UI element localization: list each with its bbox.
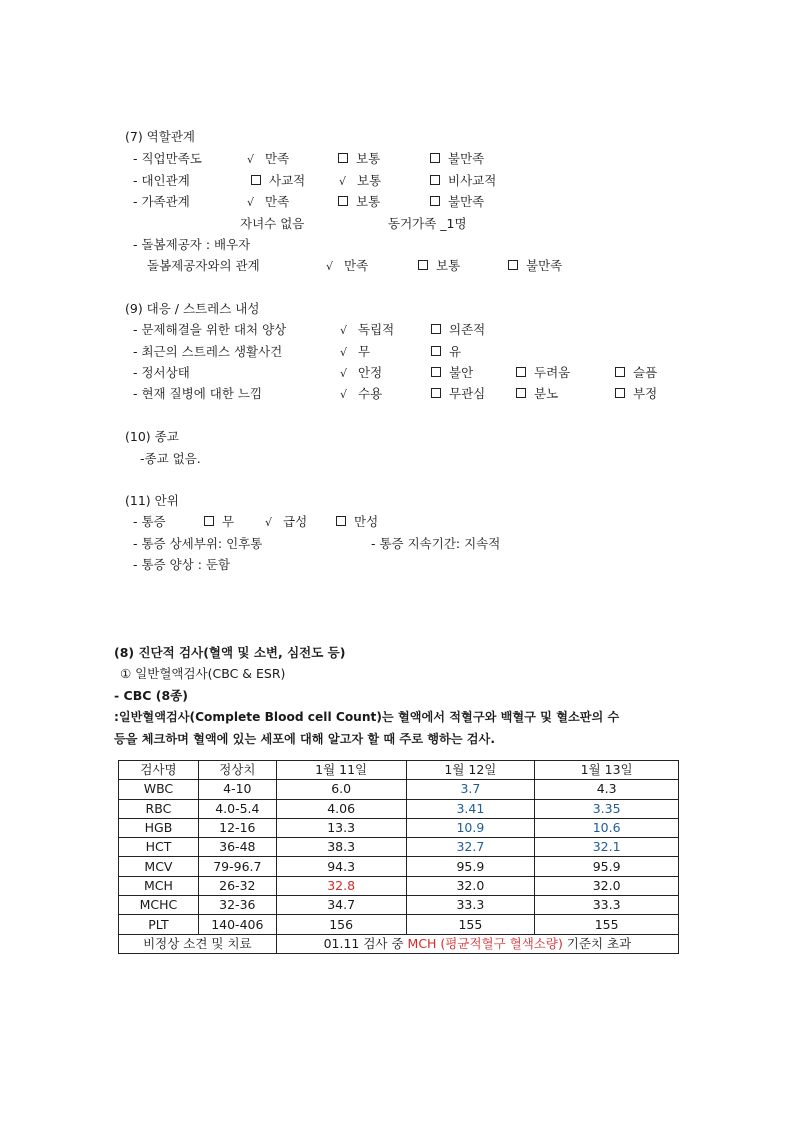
religion-heading: (10) 종교 xyxy=(125,429,179,444)
check-icon: √ xyxy=(326,260,334,273)
table-row xyxy=(119,818,679,837)
table-row xyxy=(119,915,679,934)
cohabiting-family: 동거가족 _1명 xyxy=(388,216,467,231)
normal-range-cell: 79-96.7 xyxy=(198,857,276,876)
value-cell: 33.3 xyxy=(535,896,679,915)
findings-prefix: 01.11 검사 중 xyxy=(323,935,408,951)
anxious-option[interactable]: 불안 xyxy=(429,365,473,381)
value-cell: 32.1 xyxy=(535,838,679,857)
value-cell: 4.3 xyxy=(535,780,679,799)
independent-option[interactable]: √ 독립적 xyxy=(340,322,395,337)
normal-range-cell: 36-48 xyxy=(198,838,276,857)
stress-none-option[interactable]: √ 무 xyxy=(340,344,371,359)
cbc-description-line1: :일반혈액검사(Complete Blood cell Count)는 혈액에서 적혈구와 백혈구 및 혈소판의 수 xyxy=(114,710,620,724)
cbc-table xyxy=(118,760,679,954)
table-row xyxy=(119,799,679,818)
normal-range-cell: 4.0-5.4 xyxy=(198,799,276,818)
illness-feeling-label: - 현재 질병에 대한 느낌 xyxy=(133,386,263,401)
diagnostic-heading: (8) 진단적 검사(혈액 및 소변, 심전도 등) xyxy=(114,645,346,660)
check-icon: √ xyxy=(247,196,255,209)
findings-highlight: MCH (평균적혈구 혈색소량) xyxy=(407,935,563,951)
value-cell: 10.6 xyxy=(535,818,679,837)
test-name-cell: MCH xyxy=(119,876,199,895)
value-cell: 4.06 xyxy=(276,799,406,818)
value-cell: 3.7 xyxy=(406,780,535,799)
value-cell: 3.35 xyxy=(535,799,679,818)
religion-text: -종교 없음. xyxy=(140,451,201,466)
checkbox-icon xyxy=(508,260,518,270)
pain-site: - 통증 상세부위: 인후통 xyxy=(133,536,263,551)
caregiver-satisfied-option[interactable]: √ 만족 xyxy=(326,258,369,273)
checkbox-icon xyxy=(336,516,346,526)
indifferent-option[interactable]: 무관심 xyxy=(429,386,485,402)
job-dissatisfied-option[interactable]: 불만족 xyxy=(428,151,484,167)
family-dissatisfied-option[interactable]: 불만족 xyxy=(428,194,484,210)
value-cell: 32.8 xyxy=(276,876,406,895)
children-count: 자녀수 없음 xyxy=(240,216,305,231)
anger-option[interactable]: 분노 xyxy=(514,386,558,402)
cbc-subheading: ① 일반혈액검사(CBC & ESR) xyxy=(120,666,286,681)
checkbox-icon xyxy=(338,196,348,206)
table-row xyxy=(119,780,679,799)
caregiver: - 돌봄제공자 : 배우자 xyxy=(133,237,251,252)
checkbox-icon xyxy=(516,367,526,377)
table-footer-row xyxy=(119,934,679,953)
pain-duration: - 통증 지속기간: 지속적 xyxy=(371,536,501,551)
denial-option[interactable]: 부정 xyxy=(613,386,657,402)
check-icon: √ xyxy=(340,346,348,359)
check-icon: √ xyxy=(340,324,348,337)
coping-strategy-label: - 문제해결을 위한 대처 양상 xyxy=(133,322,287,337)
stress-yes-option[interactable]: 유 xyxy=(429,344,461,360)
checkbox-icon xyxy=(516,388,526,398)
checkbox-icon xyxy=(431,367,441,377)
dependent-option[interactable]: 의존적 xyxy=(429,322,485,338)
pain-acute-option[interactable]: √ 급성 xyxy=(265,514,308,529)
stable-option[interactable]: √ 안정 xyxy=(340,365,383,380)
value-cell: 13.3 xyxy=(276,818,406,837)
checkbox-icon xyxy=(204,516,214,526)
emotional-state-label: - 정서상태 xyxy=(133,365,190,380)
value-cell: 156 xyxy=(276,915,406,934)
value-cell: 33.3 xyxy=(406,896,535,915)
abnormal-findings-text xyxy=(276,934,678,953)
sad-option[interactable]: 슬픔 xyxy=(613,365,657,381)
caregiver-relation-label: 돌봄제공자와의 관계 xyxy=(147,258,260,273)
recent-stress-label: - 최근의 스트레스 생활사건 xyxy=(133,344,283,359)
normal-range-cell: 26-32 xyxy=(198,876,276,895)
normal-range-cell: 32-36 xyxy=(198,896,276,915)
value-cell: 95.9 xyxy=(535,857,679,876)
test-name-cell: RBC xyxy=(119,799,199,818)
job-satisfaction-label: - 직업만족도 xyxy=(133,151,202,166)
pain-label: - 통증 xyxy=(133,514,166,529)
header-date: 1월 12일 xyxy=(406,761,535,780)
checkbox-icon xyxy=(615,388,625,398)
check-icon: √ xyxy=(339,175,347,188)
header-normal-range: 정상치 xyxy=(198,761,276,780)
check-icon: √ xyxy=(340,388,348,401)
normal-range-cell: 4-10 xyxy=(198,780,276,799)
test-name-cell: HCT xyxy=(119,838,199,857)
job-satisfied-option[interactable]: √ 만족 xyxy=(247,151,290,166)
header-date: 1월 13일 xyxy=(535,761,679,780)
normal-range-cell: 12-16 xyxy=(198,818,276,837)
coping-heading: (9) 대응 / 스트레스 내성 xyxy=(125,301,260,316)
check-icon: √ xyxy=(265,516,273,529)
checkbox-icon xyxy=(430,153,440,163)
value-cell: 155 xyxy=(535,915,679,934)
fearful-option[interactable]: 두려움 xyxy=(514,365,570,381)
value-cell: 95.9 xyxy=(406,857,535,876)
test-name-cell: MCHC xyxy=(119,896,199,915)
family-relation-label: - 가족관계 xyxy=(133,194,190,209)
check-icon: √ xyxy=(340,367,348,380)
checkbox-icon xyxy=(615,367,625,377)
header-date: 1월 11일 xyxy=(276,761,406,780)
value-cell: 32.0 xyxy=(406,876,535,895)
interpersonal-normal-option[interactable]: √ 보통 xyxy=(339,173,382,188)
pain-chronic-option[interactable]: 만성 xyxy=(334,514,378,530)
accept-option[interactable]: √ 수용 xyxy=(340,386,383,401)
test-name-cell: PLT xyxy=(119,915,199,934)
test-name-cell: WBC xyxy=(119,780,199,799)
pain-none-option[interactable]: 무 xyxy=(202,514,234,530)
findings-suffix: 기준치 초과 xyxy=(562,935,632,951)
cbc-title: - CBC (8종) xyxy=(114,688,188,703)
normal-range-cell: 140-406 xyxy=(198,915,276,934)
value-cell: 32.7 xyxy=(406,838,535,857)
role-heading: (7) 역할관계 xyxy=(125,129,195,144)
checkbox-icon xyxy=(431,346,441,356)
family-satisfied-option[interactable]: √ 만족 xyxy=(247,194,290,209)
table-header-row xyxy=(119,761,679,780)
table-row xyxy=(119,838,679,857)
value-cell: 38.3 xyxy=(276,838,406,857)
value-cell: 6.0 xyxy=(276,780,406,799)
table-row xyxy=(119,876,679,895)
checkbox-icon xyxy=(338,153,348,163)
checkbox-icon xyxy=(430,196,440,206)
unsociable-option[interactable]: 비사교적 xyxy=(428,173,496,189)
checkbox-icon xyxy=(430,175,440,185)
test-name-cell: MCV xyxy=(119,857,199,876)
cbc-description-line2: 등을 체크하며 혈액에 있는 세포에 대해 알고자 할 때 주로 행하는 검사. xyxy=(114,732,495,746)
check-icon: √ xyxy=(247,153,255,166)
pain-pattern: - 통증 양상 : 둔함 xyxy=(133,557,231,572)
value-cell: 94.3 xyxy=(276,857,406,876)
table-row xyxy=(119,857,679,876)
checkbox-icon xyxy=(431,388,441,398)
checkbox-icon xyxy=(251,175,261,185)
value-cell: 32.0 xyxy=(535,876,679,895)
job-normal-option[interactable]: 보통 xyxy=(336,151,380,167)
sociable-option[interactable]: 사교적 xyxy=(249,173,305,189)
checkbox-icon xyxy=(431,324,441,334)
table-row xyxy=(119,896,679,915)
value-cell: 3.41 xyxy=(406,799,535,818)
test-name-cell: HGB xyxy=(119,818,199,837)
family-normal-option[interactable]: 보통 xyxy=(336,194,380,210)
value-cell: 10.9 xyxy=(406,818,535,837)
caregiver-dissatisfied-option[interactable]: 불만족 xyxy=(506,258,562,274)
comfort-heading: (11) 안위 xyxy=(125,493,179,508)
value-cell: 155 xyxy=(406,915,535,934)
header-test-name: 검사명 xyxy=(119,761,199,780)
abnormal-findings-label: 비정상 소견 및 치료 xyxy=(119,934,277,953)
interpersonal-label: - 대인관계 xyxy=(133,173,190,188)
checkbox-icon xyxy=(418,260,428,270)
caregiver-normal-option[interactable]: 보통 xyxy=(416,258,460,274)
value-cell: 34.7 xyxy=(276,896,406,915)
